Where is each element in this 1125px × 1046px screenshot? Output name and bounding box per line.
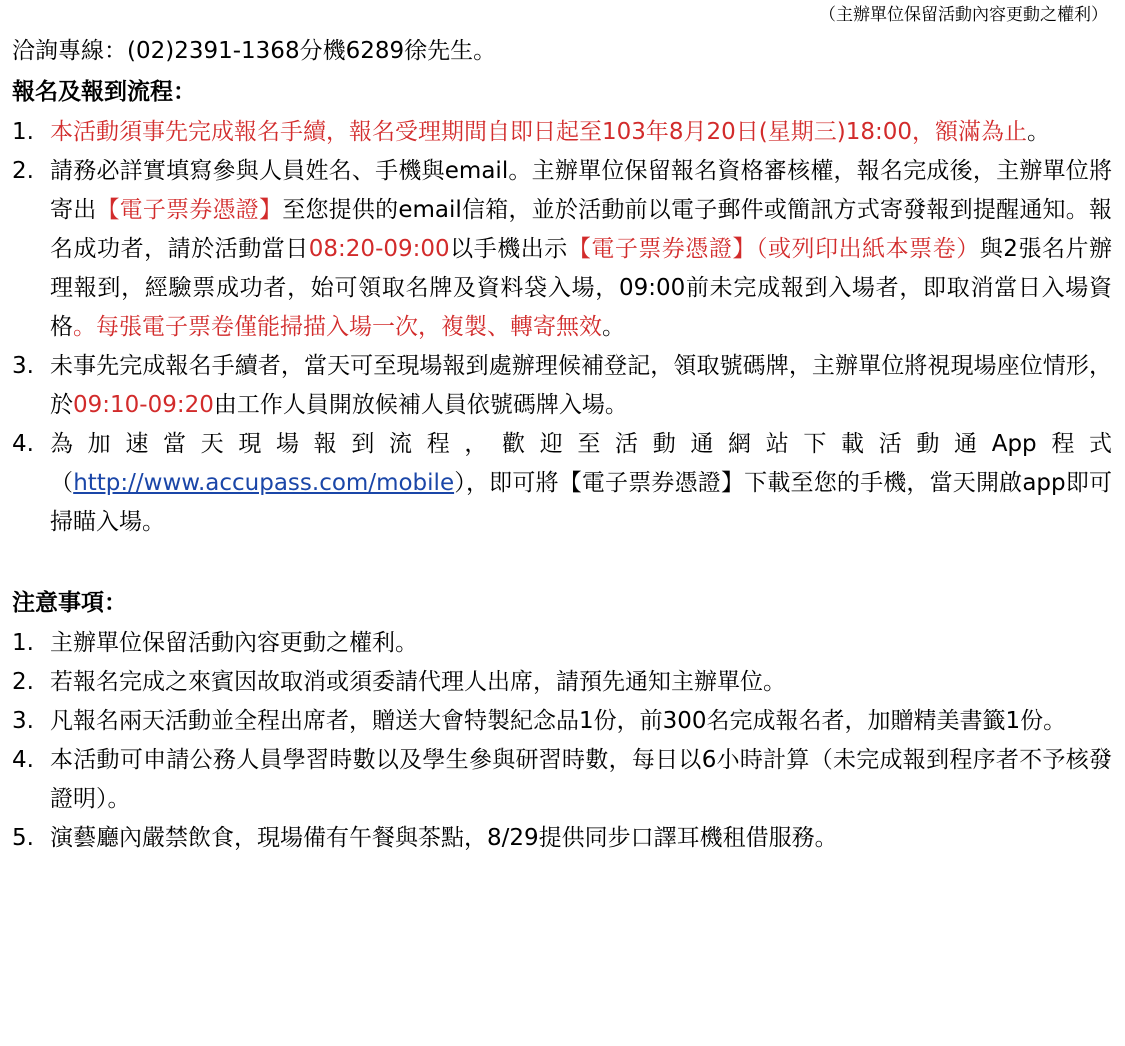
item-text: 為加速當天現場報到流程，歡迎至活動通網站下載活動通App程式（ [50,431,1112,496]
item-text: 與2張名片辦理報到，經驗票成功者，始可領取名牌及資料袋入場，09:00前未完成報到入場者，即取消當日入場資格 [50,236,1113,340]
item-text: 主辦單位保留活動內容更動之權利。 [50,630,418,656]
registration-heading: 報名及報到流程： [12,79,196,105]
highlighted-text: 本活動須事先完成報名手續，報名受理期間自即日起至103年8月20日(星期三)18:00，額滿為止 [50,119,1028,145]
item-number: 3. [12,708,34,734]
document [12,0,1112,858]
notes-list [12,624,1112,858]
item-text: 至您提供的email信箱，並於活動前以電子郵件或簡訊方式寄發報到提醒通知。報名成功者，請於活動當日 [50,197,1113,262]
item-text: 凡報名兩天活動並全程出席者，贈送大會特製紀念品1份，前300名完成報名者，加贈精美書籤1份。 [50,708,1067,734]
highlighted-text: 09:10-09:20 [73,392,214,418]
note-item [12,702,1112,741]
item-number: 1. [12,119,34,145]
highlighted-text: 【電子票券憑證】 [96,197,283,223]
highlighted-text: 。每張電子票卷僅能掃描入場一次，複製、轉寄無效 [73,314,602,340]
highlighted-text: 08:20-09:00 [308,236,450,262]
registration-item [12,347,1112,425]
rights-reserved-note: （主辦單位保留活動內容更動之權利） [819,5,1108,25]
item-text: 演藝廳內嚴禁飲食，現場備有午餐與茶點，8/29提供同步口譯耳機租借服務。 [50,825,838,851]
registration-item [12,113,1112,152]
registration-list [12,113,1112,542]
item-number: 4. [12,747,34,773]
item-text: 由工作人員開放候補人員依號碼牌入場。 [213,392,628,418]
accupass-mobile-link[interactable]: http://www.accupass.com/mobile [73,470,455,496]
item-text: 以手機出示 [449,236,568,262]
registration-item [12,152,1112,347]
item-text: 未事先完成報名手續者，當天可至現場報到處辦理候補登記，領取號碼牌，主辦單位將視現場座位情形，於 [50,353,1112,418]
item-text: 本活動可申請公務人員學習時數以及學生參與研習時數，每日以6小時計算（未完成報到程序者不予核發證明）。 [50,747,1112,812]
item-number: 2. [12,158,34,184]
contact-line: 洽詢專線：(02)2391-1368分機6289徐先生。 [12,38,497,64]
item-text: 。 [602,314,625,340]
item-number: 4. [12,431,34,457]
item-number: 3. [12,353,34,379]
item-text: 。 [1027,119,1051,145]
note-item [12,663,1112,702]
item-text: 若報名完成之來賓因故取消或須委請代理人出席，請預先通知主辦單位。 [50,669,786,695]
item-number: 5. [12,825,34,851]
item-text: 請務必詳實填寫參與人員姓名、手機與email。主辦單位保留報名資格審核權，報名完成後，主辦單位將寄出 [50,158,1112,223]
note-item [12,741,1112,819]
section-gap [12,542,1112,582]
note-item [12,624,1112,663]
item-text: ），即可將【電子票券憑證】下載至您的手機，當天開啟app即可掃瞄入場。 [50,470,1113,535]
notes-heading: 注意事項： [12,590,127,616]
item-number: 2. [12,669,34,695]
highlighted-text: 【電子票券憑證】（或列印出紙本票卷） [567,236,980,262]
registration-item [12,425,1112,542]
item-number: 1. [12,630,34,656]
note-item [12,819,1112,858]
